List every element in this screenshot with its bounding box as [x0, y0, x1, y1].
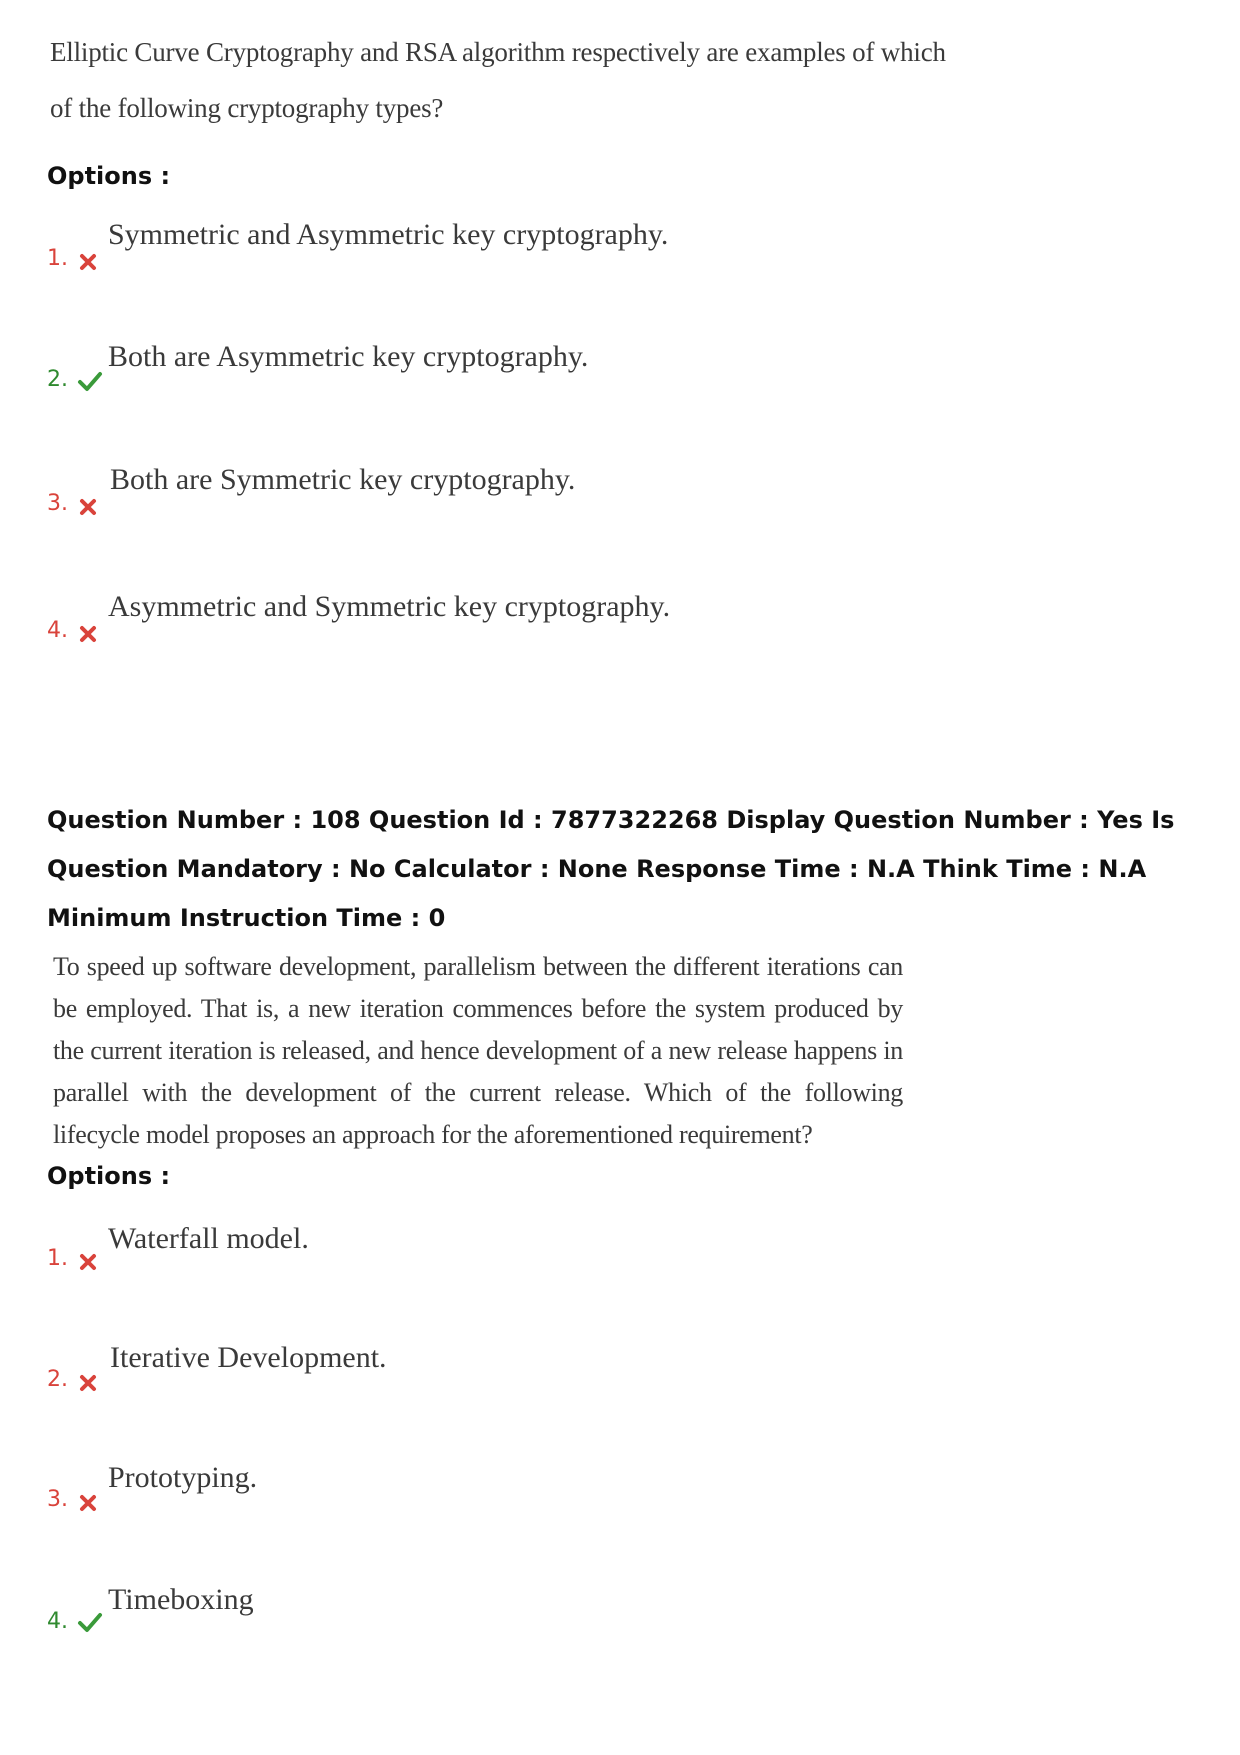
cross-icon: [77, 623, 99, 645]
check-icon: [77, 370, 103, 392]
check-icon: [77, 1611, 103, 1633]
question1-option-3: [0, 463, 1000, 523]
option-number: 3.: [47, 491, 68, 516]
question2-options-label: Options :: [47, 1162, 171, 1190]
question1-options-label: Options :: [47, 162, 171, 190]
option-text: Iterative Development.: [110, 1341, 387, 1374]
cross-icon: [77, 251, 99, 273]
option-text: Asymmetric and Symmetric key cryptography.: [108, 590, 671, 623]
question1-option-4: [0, 590, 1000, 650]
option-number: 1.: [47, 1246, 68, 1271]
question1-text-line1: Elliptic Curve Cryptography and RSA algorithm respectively are examples of which: [50, 37, 946, 67]
option-text: Prototyping.: [108, 1461, 258, 1494]
question2-option-3: [0, 1461, 1000, 1521]
option-text: Waterfall model.: [108, 1222, 309, 1255]
cross-icon: [77, 1251, 99, 1273]
question2-option-1: [0, 1222, 1000, 1282]
option-number: 2.: [47, 367, 68, 392]
cross-icon: [77, 1372, 99, 1394]
question2-meta: Question Number : 108 Question Id : 7877322268 Display Question Number : Yes Is Question Mandatory : No Calculator : None Response Time : N.A Think Time : N.A Minimum Instruction Time : 0: [47, 806, 1175, 932]
question2-option-2: [0, 1341, 1000, 1401]
question2-option-4: [0, 1583, 1000, 1643]
option-text: Both are Asymmetric key cryptography.: [108, 340, 589, 373]
option-text: Symmetric and Asymmetric key cryptography.: [108, 218, 669, 251]
option-text: Both are Symmetric key cryptography.: [110, 463, 576, 496]
option-text: Timeboxing: [108, 1583, 254, 1616]
option-number: 4.: [47, 1609, 68, 1634]
question2-text: To speed up software development, parallelism between the different iterations can be employed. That is, a new iteration commences before the system produced by the current iteration is released, and hence development of a new release happens in parallel with the development of the current release. Which of the following lifecycle model proposes an approach for the aforementioned requirement?: [53, 952, 903, 1149]
option-number: 1.: [47, 246, 68, 271]
question1-option-2: [0, 340, 1000, 400]
option-number: 4.: [47, 618, 68, 643]
question1-text-line2: of the following cryptography types?: [50, 93, 444, 123]
cross-icon: [77, 496, 99, 518]
question1-option-1: [0, 218, 1000, 278]
option-number: 3.: [47, 1487, 68, 1512]
cross-icon: [77, 1492, 99, 1514]
option-number: 2.: [47, 1367, 68, 1392]
